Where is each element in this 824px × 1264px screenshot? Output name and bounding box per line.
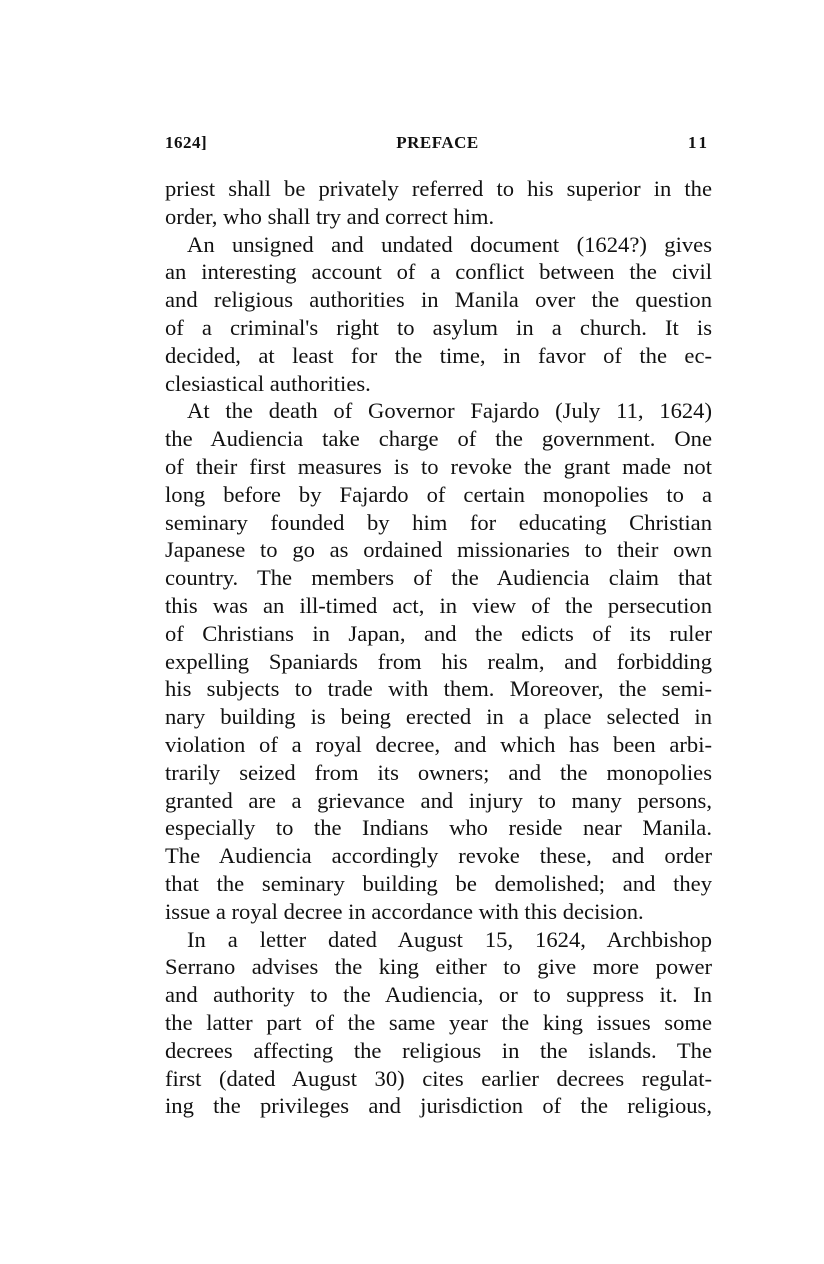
text-line: At the death of Governor Fajardo (July 11, 1624) [187, 398, 712, 424]
header-year: 1624] [165, 133, 208, 152]
text-line: and authority to the Audiencia, or to suppress it. In [165, 982, 712, 1008]
text-line: seminary founded by him for educating Christian [165, 509, 712, 535]
text-line: Serrano advises the king either to give more power [165, 954, 712, 980]
text-line: especially to the Indians who reside near Manila. [165, 815, 712, 841]
text-line: In a letter dated August 15, 1624, Archbishop [187, 926, 712, 952]
text-line: clesiastical authorities. [165, 370, 371, 396]
text-line: and religious authorities in Manila over the question [165, 287, 712, 313]
text-line: priest shall be privately referred to his superior in the [165, 176, 712, 201]
text-line: violation of a royal decree, and which has been arbi- [165, 731, 712, 757]
page-number: 11 [687, 133, 710, 152]
running-head [165, 133, 710, 157]
text-line: granted are a grievance and injury to many persons, [165, 787, 712, 813]
text-line: that the seminary building be demolished; and they [165, 870, 712, 896]
text-line: the Audiencia take charge of the government. One [165, 426, 712, 452]
text-line: An unsigned and undated document (1624?) gives [187, 231, 712, 257]
text-line: an interesting account of a conflict between the civil [165, 259, 712, 285]
text-line: trarily seized from its owners; and the monopolies [165, 759, 712, 785]
text-line: his subjects to trade with them. Moreover, the semi- [165, 676, 712, 702]
text-line: this was an ill-timed act, in view of the persecution [165, 592, 712, 618]
text-line: decided, at least for the time, in favor of the ec- [165, 342, 712, 368]
text-line: of their first measures is to revoke the grant made not [165, 453, 712, 479]
body-text [165, 175, 712, 1120]
text-line: expelling Spaniards from his realm, and forbidding [165, 648, 712, 674]
text-line: ing the privileges and jurisdiction of the religious, [165, 1093, 712, 1119]
text-line: issue a royal decree in accordance with this decision. [165, 898, 644, 924]
text-line: of a criminal's right to asylum in a church. It is [165, 314, 712, 340]
page-title: PREFACE [396, 133, 479, 152]
text-line: long before by Fajardo of certain monopolies to a [165, 481, 712, 507]
text-line: The Audiencia accordingly revoke these, and order [165, 843, 712, 869]
text-line: decrees affecting the religious in the islands. The [165, 1037, 712, 1063]
text-line: order, who shall try and correct him. [165, 203, 495, 229]
text-line: nary building is being erected in a place selected in [165, 704, 712, 730]
text-line: first (dated August 30) cites earlier decrees regulat- [165, 1065, 712, 1091]
text-line: Japanese to go as ordained missionaries to their own [165, 537, 712, 563]
text-line: country. The members of the Audiencia claim that [165, 565, 712, 591]
text-line: the latter part of the same year the king issues some [165, 1009, 712, 1035]
text-line: of Christians in Japan, and the edicts of its ruler [165, 620, 712, 646]
